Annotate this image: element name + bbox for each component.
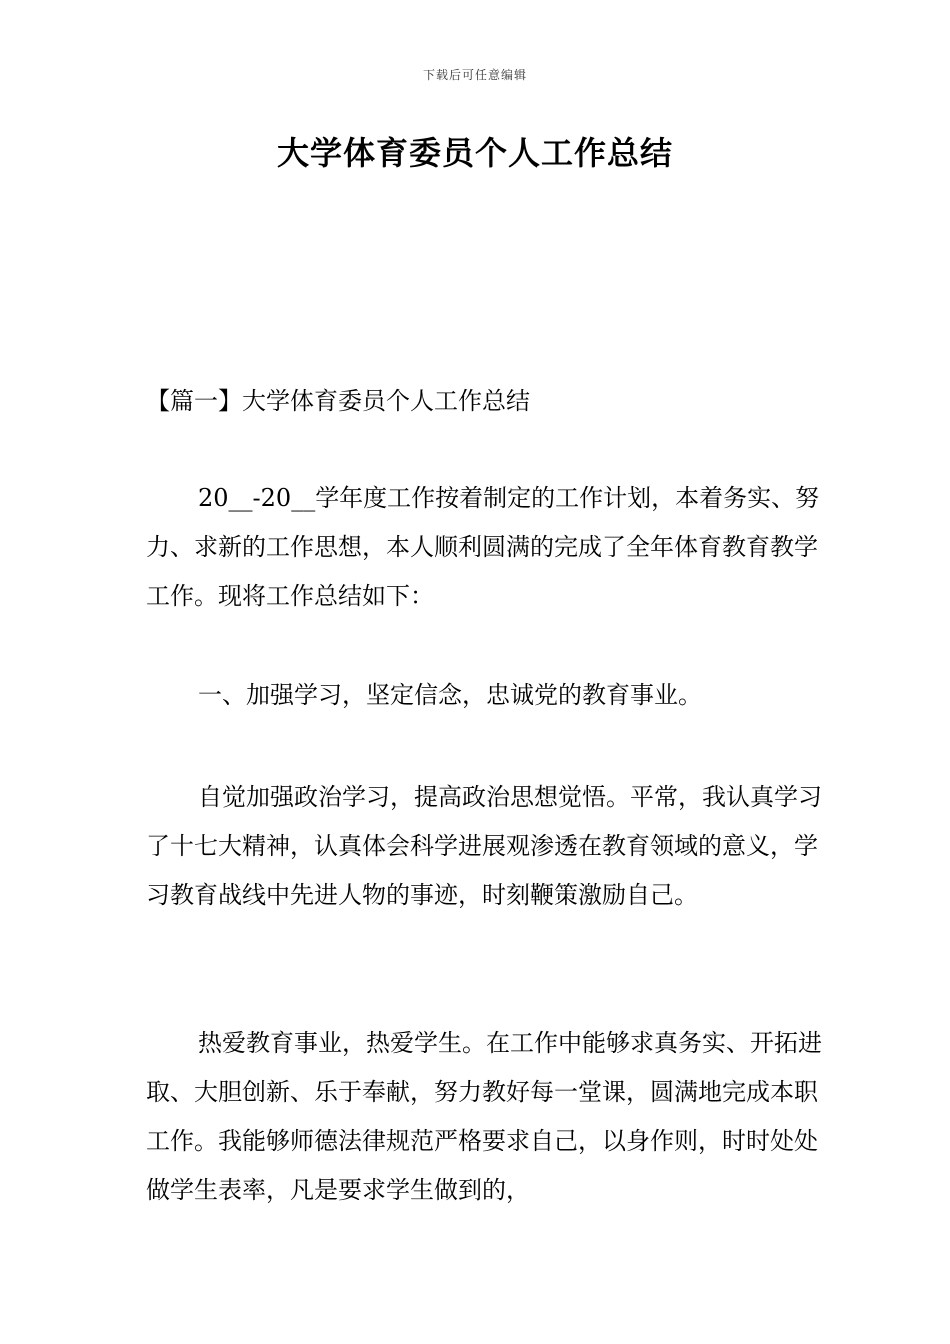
paragraph-point-one-heading: 一、加强学习，坚定信念，忠诚党的教育事业。 (198, 681, 702, 709)
section-heading: 【篇一】大学体育委员个人工作总结 (146, 387, 530, 415)
document-title: 大学体育委员个人工作总结 (276, 134, 673, 172)
paragraph-political-study: 自觉加强政治学习，提高政治思想觉悟。平常，我认真学习了十七大精神，认真体会科学进展观渗透在教育领域的意义，学习教育战线中先进人物的事迹，时刻鞭策激励自己。 (146, 783, 822, 909)
paragraph-intro: 20__-20__学年度工作按着制定的工作计划，本着务实、努力、求新的工作思想，本人顺利圆满的完成了全年体育教育教学工作。现将工作总结如下： (146, 484, 820, 610)
paragraph-love-education: 热爱教育事业，热爱学生。在工作中能够求真务实、开拓进取、大胆创新、乐于奉献，努力教好每一堂课，圆满地完成本职工作。我能够师德法律规范严格要求自己，以身作则，时时处处做学生表率，凡是要求学生做到的， (146, 1029, 822, 1204)
header-note: 下载后可任意编辑 (422, 68, 527, 82)
